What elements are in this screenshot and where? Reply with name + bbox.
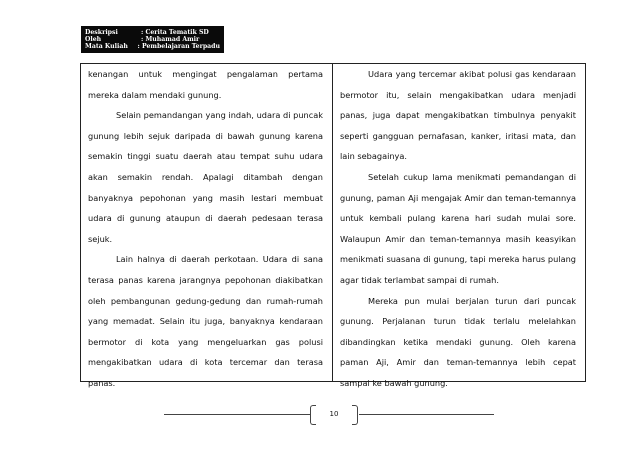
paragraph: kenangan untuk mengingat pengalaman pertama mereka dalam mendaki gunung.	[88, 69, 323, 100]
header-label: Mata Kuliah	[85, 43, 128, 50]
page-number: 10	[329, 410, 339, 418]
left-column	[81, 64, 333, 388]
paragraph: Mereka pun mulai berjalan turun dari puncak gunung. Perjalanan turun tidak terlalu melelahkan dibandingkan ketika mendaki gunung. Oleh karena paman Aji, Amir dan teman-temannya lebih cepat sampai ke bawah gunung.	[340, 295, 576, 388]
header-label: Oleh	[85, 36, 102, 43]
footer-rule-left	[164, 414, 310, 415]
paragraph: Selain pemandangan yang indah, udara di puncak gunung lebih sejuk daripada di bawah gunung karena semakin tinggi suatu daerah atau tempat suhu udara akan semakin rendah. Apalagi ditambah dengan banyaknya pepohonan yang masih lestari membuat udara di gunung ataupun di daerah pedesaan terasa sejuk.	[88, 110, 323, 244]
paragraph: Lain halnya di daerah perkotaan. Udara di sana terasa panas karena jarangnya pepohonan diakibatkan oleh pembangunan gedung-gedung dan rumah-rumah yang memadat. Selain itu juga, banyaknya kendaraan bermotor di kota yang mengeluarkan gas polusi mengakibatkan udara di kota tercemar dan terasa panas.	[88, 254, 323, 388]
header-value: : Pembelajaran Terpadu	[137, 43, 220, 50]
right-brace-icon	[352, 405, 358, 425]
header-label: Deskripsi	[85, 29, 118, 36]
header-row-course	[85, 43, 220, 50]
paragraph: Setelah cukup lama menikmati pemandangan di gunung, paman Aji mengajak Amir dan teman-temannya untuk kembali pulang karena hari sudah mulai sore. Walaupun Amir dan teman-temannya masih keasyikan menikmati suasana di gunung, tapi mereka harus pulang agar tidak terlambat sampai di rumah.	[340, 171, 576, 285]
document-header	[81, 26, 224, 53]
footer-rule-right	[359, 414, 494, 415]
header-value: : Cerita Tematik SD	[141, 29, 209, 36]
right-column	[333, 64, 585, 388]
header-value: : Muhamad Amir	[141, 36, 200, 43]
story-table	[80, 63, 586, 388]
header-row-description	[85, 29, 220, 36]
page-footer	[164, 405, 494, 425]
paragraph: Udara yang tercemar akibat polusi gas kendaraan bermotor itu, selain mengakibatkan udara menjadi panas, juga dapat mengakibatkan timbulnya penyakit seperti gangguan pernafasan, kanker, iritasi mata, dan lain sebagainya.	[340, 69, 576, 162]
header-row-author	[85, 36, 220, 43]
